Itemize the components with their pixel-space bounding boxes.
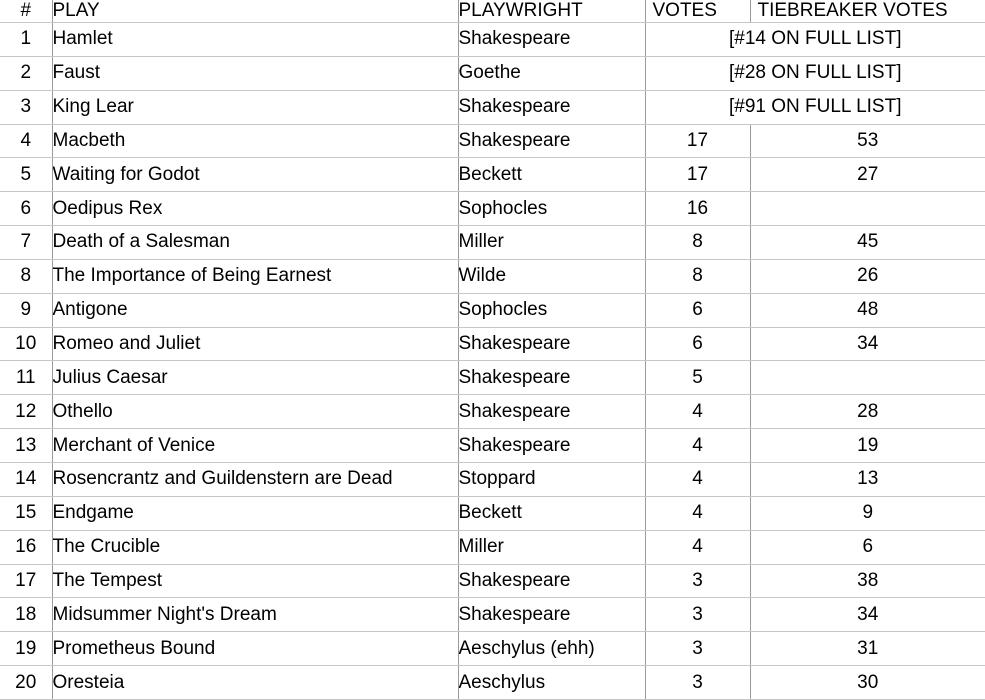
cell-tiebreaker-votes[interactable]: 48 <box>750 293 985 327</box>
cell-playwright[interactable]: Shakespeare <box>458 23 645 57</box>
table-row <box>0 293 985 327</box>
cell-tiebreaker-votes[interactable]: 19 <box>750 429 985 463</box>
cell-rank[interactable]: 13 <box>0 429 52 463</box>
header-tiebreaker-votes[interactable]: TIEBREAKER VOTES <box>750 0 985 23</box>
cell-playwright[interactable]: Shakespeare <box>458 429 645 463</box>
cell-play[interactable]: The Importance of Being Earnest <box>52 259 458 293</box>
cell-votes[interactable]: 4 <box>645 462 750 496</box>
cell-rank[interactable]: 11 <box>0 361 52 395</box>
cell-playwright[interactable]: Shakespeare <box>458 564 645 598</box>
table-row <box>0 530 985 564</box>
cell-votes[interactable]: 6 <box>645 327 750 361</box>
table-row <box>0 259 985 293</box>
table-row <box>0 327 985 361</box>
table-row <box>0 496 985 530</box>
table-row <box>0 56 985 90</box>
cell-playwright[interactable]: Shakespeare <box>458 361 645 395</box>
table-row <box>0 361 985 395</box>
table-row <box>0 158 985 192</box>
cell-rank[interactable]: 19 <box>0 632 52 666</box>
table-row <box>0 429 985 463</box>
cell-full-list-note[interactable]: [#28 ON FULL LIST] <box>645 56 985 90</box>
cell-rank[interactable]: 1 <box>0 23 52 57</box>
cell-play[interactable]: Oedipus Rex <box>52 192 458 226</box>
cell-play[interactable]: Macbeth <box>52 124 458 158</box>
cell-votes[interactable]: 4 <box>645 395 750 429</box>
cell-play[interactable]: The Crucible <box>52 530 458 564</box>
cell-play[interactable]: Romeo and Juliet <box>52 327 458 361</box>
header-votes[interactable]: VOTES <box>645 0 750 23</box>
cell-rank[interactable]: 17 <box>0 564 52 598</box>
cell-rank[interactable]: 3 <box>0 90 52 124</box>
cell-votes[interactable]: 3 <box>645 598 750 632</box>
cell-play[interactable]: The Tempest <box>52 564 458 598</box>
cell-tiebreaker-votes[interactable]: 9 <box>750 496 985 530</box>
cell-play[interactable]: Death of a Salesman <box>52 226 458 260</box>
cell-votes[interactable]: 8 <box>645 259 750 293</box>
cell-play[interactable]: Midsummer Night's Dream <box>52 598 458 632</box>
header-playwright[interactable]: PLAYWRIGHT <box>458 0 645 23</box>
cell-rank[interactable]: 16 <box>0 530 52 564</box>
cell-play[interactable]: Antigone <box>52 293 458 327</box>
cell-votes[interactable]: 16 <box>645 192 750 226</box>
cell-playwright[interactable]: Beckett <box>458 496 645 530</box>
cell-tiebreaker-votes[interactable]: 31 <box>750 632 985 666</box>
header-row <box>0 0 985 23</box>
cell-playwright[interactable]: Miller <box>458 530 645 564</box>
cell-votes[interactable]: 3 <box>645 666 750 700</box>
cell-play[interactable]: Waiting for Godot <box>52 158 458 192</box>
cell-rank[interactable]: 18 <box>0 598 52 632</box>
table-row <box>0 564 985 598</box>
cell-votes[interactable]: 17 <box>645 124 750 158</box>
cell-votes[interactable]: 8 <box>645 226 750 260</box>
table-row <box>0 598 985 632</box>
table-row <box>0 124 985 158</box>
cell-votes[interactable]: 17 <box>645 158 750 192</box>
cell-play[interactable]: Merchant of Venice <box>52 429 458 463</box>
cell-playwright[interactable]: Shakespeare <box>458 327 645 361</box>
cell-play[interactable]: Faust <box>52 56 458 90</box>
cell-votes[interactable]: 6 <box>645 293 750 327</box>
cell-rank[interactable]: 5 <box>0 158 52 192</box>
cell-tiebreaker-votes[interactable] <box>750 192 985 226</box>
cell-tiebreaker-votes[interactable]: 38 <box>750 564 985 598</box>
cell-votes[interactable]: 4 <box>645 429 750 463</box>
cell-play[interactable]: King Lear <box>52 90 458 124</box>
cell-tiebreaker-votes[interactable]: 34 <box>750 598 985 632</box>
cell-tiebreaker-votes[interactable]: 28 <box>750 395 985 429</box>
cell-playwright[interactable]: Aeschylus (ehh) <box>458 632 645 666</box>
cell-rank[interactable]: 2 <box>0 56 52 90</box>
cell-playwright[interactable]: Shakespeare <box>458 124 645 158</box>
table-row <box>0 632 985 666</box>
plays-table-body <box>0 23 985 700</box>
cell-votes[interactable]: 3 <box>645 632 750 666</box>
cell-playwright[interactable]: Shakespeare <box>458 598 645 632</box>
table-row <box>0 23 985 57</box>
table-row <box>0 666 985 700</box>
cell-playwright[interactable]: Aeschylus <box>458 666 645 700</box>
cell-play[interactable]: Endgame <box>52 496 458 530</box>
cell-playwright[interactable]: Sophocles <box>458 192 645 226</box>
cell-play[interactable]: Oresteia <box>52 666 458 700</box>
cell-rank[interactable]: 8 <box>0 259 52 293</box>
cell-playwright[interactable]: Shakespeare <box>458 90 645 124</box>
cell-play[interactable]: Hamlet <box>52 23 458 57</box>
cell-votes[interactable]: 4 <box>645 530 750 564</box>
cell-play[interactable]: Prometheus Bound <box>52 632 458 666</box>
cell-votes[interactable]: 5 <box>645 361 750 395</box>
cell-playwright[interactable]: Beckett <box>458 158 645 192</box>
cell-playwright[interactable]: Wilde <box>458 259 645 293</box>
cell-votes[interactable]: 3 <box>645 564 750 598</box>
cell-tiebreaker-votes[interactable]: 53 <box>750 124 985 158</box>
cell-tiebreaker-votes[interactable] <box>750 361 985 395</box>
cell-tiebreaker-votes[interactable]: 13 <box>750 462 985 496</box>
cell-rank[interactable]: 14 <box>0 462 52 496</box>
table-row <box>0 192 985 226</box>
cell-tiebreaker-votes[interactable]: 6 <box>750 530 985 564</box>
header-rank[interactable]: # <box>0 0 52 23</box>
cell-rank[interactable]: 15 <box>0 496 52 530</box>
table-row <box>0 226 985 260</box>
cell-tiebreaker-votes[interactable]: 27 <box>750 158 985 192</box>
cell-votes[interactable]: 4 <box>645 496 750 530</box>
cell-rank[interactable]: 10 <box>0 327 52 361</box>
cell-full-list-note[interactable]: [#14 ON FULL LIST] <box>645 23 985 57</box>
cell-tiebreaker-votes[interactable]: 34 <box>750 327 985 361</box>
header-play[interactable]: PLAY <box>52 0 458 23</box>
cell-play[interactable]: Julius Caesar <box>52 361 458 395</box>
cell-playwright[interactable]: Goethe <box>458 56 645 90</box>
cell-rank[interactable]: 20 <box>0 666 52 700</box>
cell-playwright[interactable]: Stoppard <box>458 462 645 496</box>
cell-playwright[interactable]: Sophocles <box>458 293 645 327</box>
cell-play[interactable]: Rosencrantz and Guildenstern are Dead <box>52 462 458 496</box>
table-row <box>0 462 985 496</box>
cell-full-list-note[interactable]: [#91 ON FULL LIST] <box>645 90 985 124</box>
cell-tiebreaker-votes[interactable]: 26 <box>750 259 985 293</box>
cell-rank[interactable]: 4 <box>0 124 52 158</box>
cell-playwright[interactable]: Shakespeare <box>458 395 645 429</box>
cell-rank[interactable]: 7 <box>0 226 52 260</box>
cell-rank[interactable]: 9 <box>0 293 52 327</box>
cell-playwright[interactable]: Miller <box>458 226 645 260</box>
cell-rank[interactable]: 12 <box>0 395 52 429</box>
table-row <box>0 395 985 429</box>
cell-play[interactable]: Othello <box>52 395 458 429</box>
cell-tiebreaker-votes[interactable]: 45 <box>750 226 985 260</box>
table-row <box>0 90 985 124</box>
cell-tiebreaker-votes[interactable]: 30 <box>750 666 985 700</box>
cell-rank[interactable]: 6 <box>0 192 52 226</box>
